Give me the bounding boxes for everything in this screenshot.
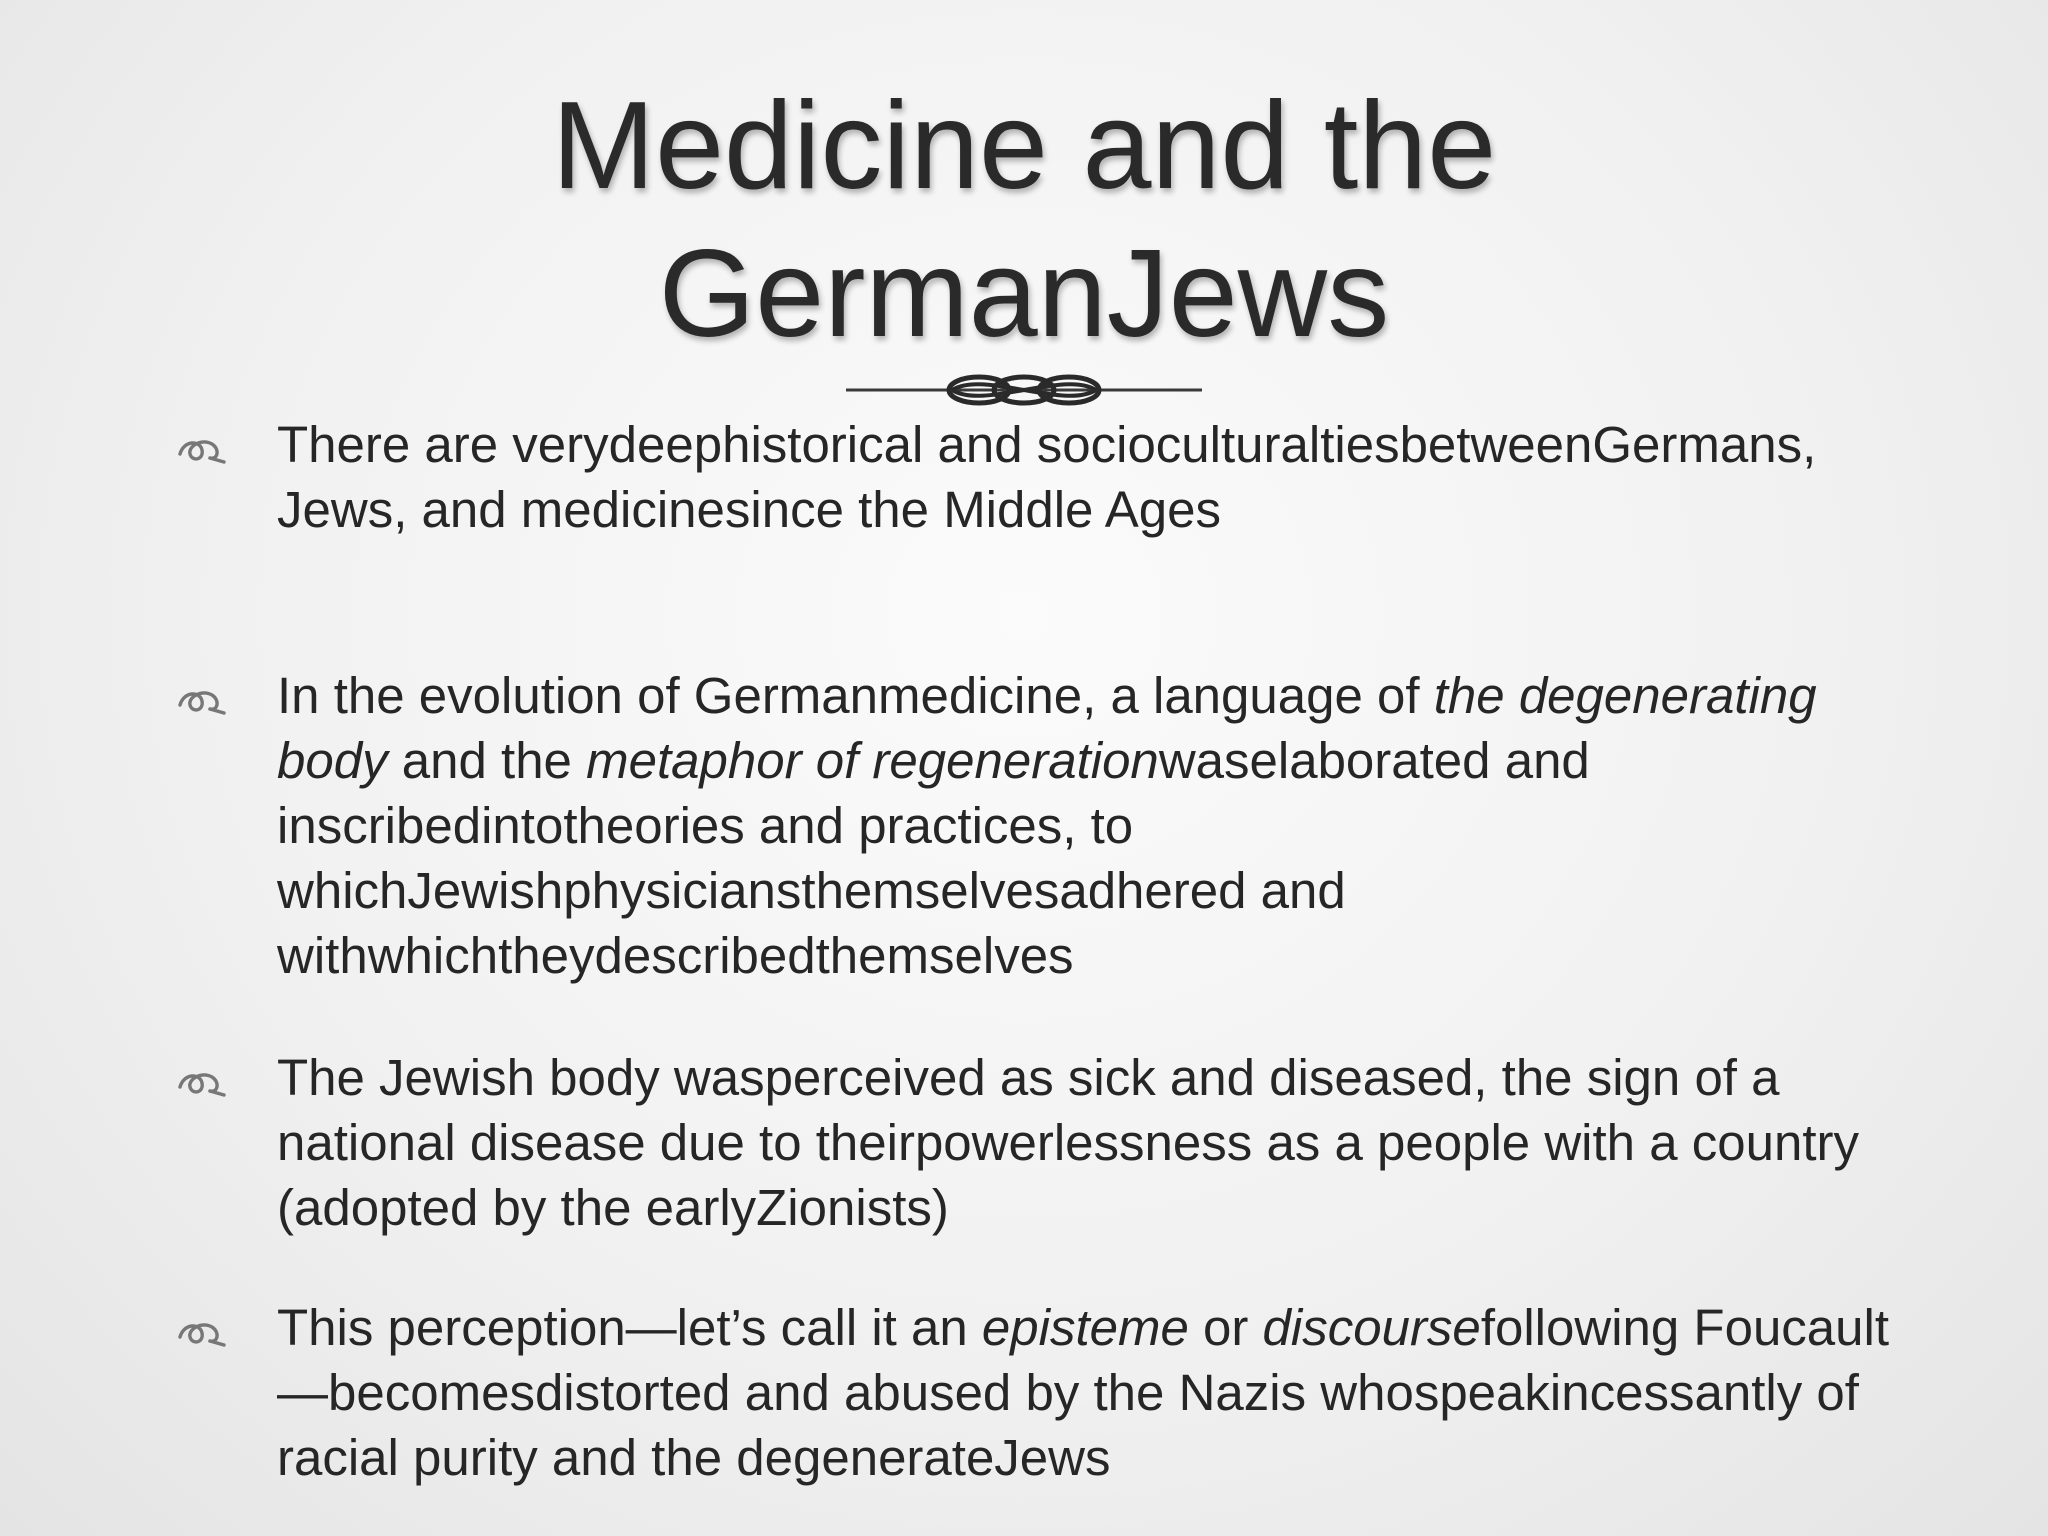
bullet-text-segment: and the (387, 732, 587, 789)
bullet-text-segment: The Jewish body wasperceived as sick and diseased, the sign of a national disease due to theirpowerlessness as a people with a country (adopted by the earlyZionists) (277, 1049, 1859, 1236)
bullet-text-segment: following Foucault—becomesdistorted and abused by the Nazis whospeakincessantly of racial purity and the degenerateJews (277, 1299, 1890, 1486)
curl-bullet-icon (174, 679, 230, 719)
bullet-text (277, 412, 1917, 542)
bullet-text-italic-segment: metaphor of regeneration (586, 732, 1159, 789)
bullet-text-segment: In the evolution of Germanmedicine, a language of (277, 667, 1434, 724)
bullet-text-italic-segment: the degenerating body (277, 667, 1817, 789)
bullet-text-segment: or (1188, 1299, 1263, 1356)
bullet-text-italic-segment: episteme (981, 1299, 1189, 1356)
bullet-text-segment: waselaborated and inscribedintotheories and practices, to whichJewishphysiciansthemselvesadhered and withwhichtheydescribedthemselves (277, 732, 1590, 984)
bullet-text-segment: There are verydeephistorical and socioculturaltiesbetweenGermans, Jews, and medicinesince the Middle Ages (277, 416, 1817, 538)
bullet-text-segment: This perception—let’s call it an (277, 1299, 982, 1356)
slide-title-line-2: GermanJews (658, 225, 1390, 363)
bullet-text (277, 663, 1917, 988)
bullet-text (277, 1295, 1917, 1490)
curl-bullet-icon (174, 428, 230, 468)
curl-bullet-icon (174, 1311, 230, 1351)
curl-bullet-icon (174, 1061, 230, 1101)
bullet-text (277, 1045, 1917, 1240)
bullet-text-italic-segment: discourse (1262, 1299, 1481, 1356)
slide-title-line-1: Medicine and the (551, 77, 1497, 215)
